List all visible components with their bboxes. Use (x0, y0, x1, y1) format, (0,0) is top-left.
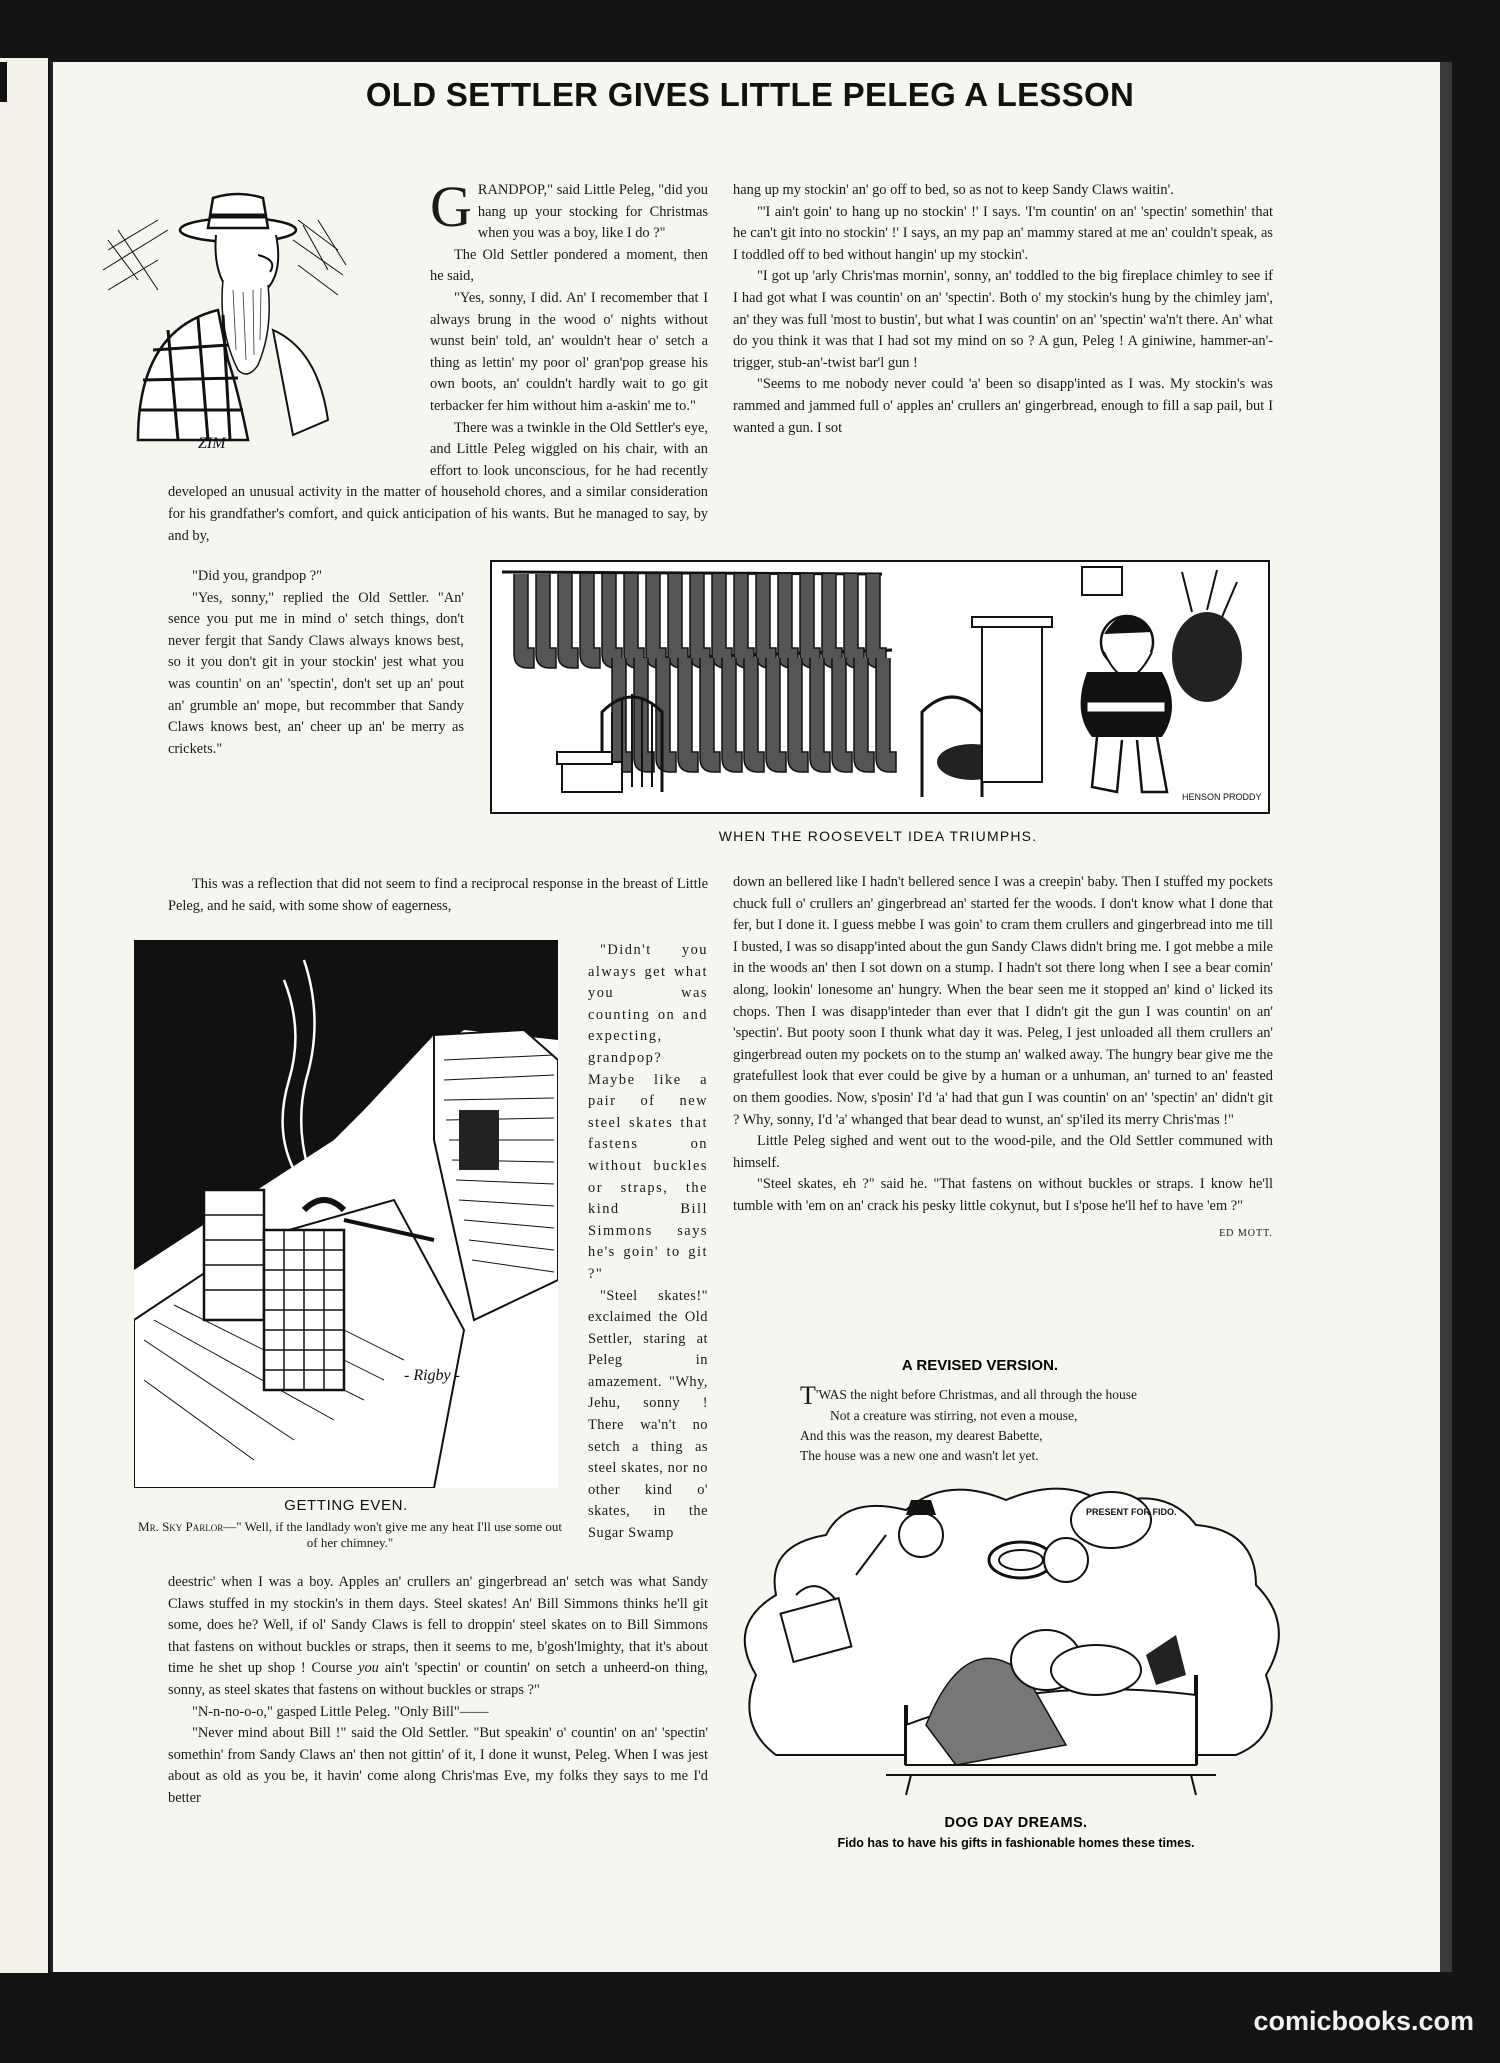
stocking (756, 574, 776, 668)
poem-title: A REVISED VERSION. (901, 1357, 1059, 1374)
stocking (722, 658, 742, 772)
stocking (646, 574, 666, 668)
poem-line-4: The house was a new one and wasn't let yet. (800, 1448, 1039, 1463)
poem-line-3: And this was the reason, my dearest Babette, (800, 1428, 1043, 1443)
headline: OLD SETTLER GIVES LITTLE PELEG A LESSON (365, 76, 1135, 113)
dog-day-dreams-title: DOG DAY DREAMS. (944, 1815, 1088, 1831)
stocking (876, 658, 896, 772)
svg-text:HENSON PRODDY: HENSON PRODDY (1182, 792, 1262, 802)
paragraph-15: "I got up 'arly Chris'mas mornin', sonny, an' toddled to the big fireplace chimley to see if I had got what I was countin' on an' 'spectin'. Both o' my stockin's hung by the chimley jam', an' they was full 'most to bustin', but what I was countin' on an' 'spectin' wa'n't there. An' what do you think it was that I had sot my mind on so ? A gun, Peleg ! A giniwine, hammer-an'-trigger, stub-an'-twist bar'l gun ! (733, 268, 1273, 371)
stocking (712, 574, 732, 668)
stocking (602, 574, 622, 668)
column-left-beside-stockings (168, 566, 464, 760)
stocking (558, 574, 578, 668)
paragraph-5: "Did you, grandpop ?" (192, 568, 323, 584)
poem-line-1: T'WAS the night before Christmas, and all through the house (800, 1381, 1138, 1410)
paragraph-12: "Never mind about Bill !" said the Old Settler. "But speakin' o' countin' on an' 'spectin' somethin' from Sandy Claws an' then not gittin' of it, I done it wunst, Peleg. When I was jest about as old as you be, it havin' come along Chris'mas Eve, my folks they says to me I'd better (168, 1725, 708, 1806)
poem (800, 1381, 1260, 1466)
paragraph-16: "Seems to me nobody never could 'a' been so disapp'inted as I was. My stockin's was rammed and jammed full o' apples an' crullers an' gingerbread, enough to fill a sap pail, but I wanted a gun. I sot (733, 376, 1273, 436)
stocking (690, 574, 710, 668)
paragraph-18: Little Peleg sighed and went out to the wood-pile, and the Old Settler communed with himself. (733, 1133, 1273, 1171)
stocking (624, 574, 644, 668)
byline: ED MOTT. (1219, 1227, 1273, 1239)
paragraph-2: The Old Settler pondered a moment, then he said, (430, 246, 708, 285)
svg-text:ZIM: ZIM (198, 435, 226, 450)
stocking (778, 574, 798, 668)
stocking (854, 658, 874, 772)
svg-text:PRESENT FOR FIDO.: PRESENT FOR FIDO. (1086, 1507, 1177, 1517)
drop-cap: G (430, 174, 472, 239)
column-right-mid (733, 872, 1273, 1244)
paragraph-17: down an bellered like I hadn't bellered sence I was a creepin' baby. Then I stuffed my pockets chuck full o' crullers an' gingerbread an' started fer the woods. I don't know what I done that fer, but I done it. I guess mebbe I was goin' to cram them crullers and gingerbread into me till I busted, I was so disapp'inted about the gun Sandy Claws didn't bring me. I got mebbe a mile in the woods an' then I sot down on a stump. I hadn't sot there long when I see a bear comin' along, lookin' lonesome an' hungry. When the bear seen me it stopped an' kind o' licked its chops. Then I was disapp'inteder than ever that I didn't git the gun I was countin' on an' 'spectin'. But pooty soon I thunk what day it was. Peleg, I jest unloaded all them crullers an' gingerbread outen my pockets on to the stump an' walked away. The hungry bear give me the gratefullest look that ever could be give by a human or a unhuman, an' turned to an' feasted on them goodies. Now, s'posin' I'd 'a' had that gun I was countin' on an' 'spectin' an' didn't git ? Why, sonny, I'd 'a' whanged that bear dead to wunst, an' sp'iled its merry Chris'mas !" (733, 874, 1273, 1128)
getting-even-caption: Mr. Sky Parlor—" Well, if the landlady won't give me any heat I'll use some out of her chimney." (138, 1519, 562, 1550)
paragraph-8: "Didn't you always get what you was counting on and expecting, grandpop? Maybe like a pair of new steel skates that fastens on without buckles or straps, the kind Bill Simmons says he's goin' to git ?" (588, 942, 708, 1282)
paragraph-13: hang up my stockin' an' go off to bed, so as not to keep Sandy Claws waitin'. (733, 182, 1174, 198)
getting-even-title: GETTING EVEN. (284, 1497, 408, 1514)
stocking (514, 574, 534, 668)
stocking (788, 658, 808, 772)
stocking (536, 574, 556, 668)
watermark: comicbooks.com (1253, 2006, 1474, 2036)
dog-day-dreams-caption: Fido has to have his gifts in fashionable homes these times. (837, 1836, 1195, 1850)
stocking (844, 574, 864, 668)
page-binding-shadow (1440, 62, 1452, 1972)
paragraph-19: "Steel skates, eh ?" said he. "That fastens on without buckles or straps. I know he'll tumble with 'em on an' crack his pesky little cokynut, but I s'pose he'll hef to have 'em ?" ED MOTT. (733, 1174, 1273, 1217)
stocking (668, 574, 688, 668)
stocking (866, 574, 886, 668)
column-left-reflection (168, 874, 708, 917)
stockings-caption: WHEN THE ROOSEVELT IDEA TRIUMPHS. (718, 828, 1038, 844)
column-narrow (588, 940, 708, 1545)
paragraph-14: "'I ain't goin' to hang up no stockin' !' I says. 'I'm countin' on an' 'spectin' somethin' that he can't git into no stockin' !' I says, an my pap an' mammy stared at me an' couldn't speak, as I toddled off to bed without hangin' up my stockin'. (733, 203, 1273, 263)
column-right-top (733, 180, 1273, 439)
paragraph-7: This was a reflection that did not seem to find a reciprocal response in the breast of Little Peleg, and he said, with some show of eagerness, (168, 876, 708, 914)
facing-page-edge (0, 58, 48, 1973)
column-left-bottom (168, 1572, 708, 1810)
stocking (822, 574, 842, 668)
paragraph-4: There was a twinkle in the Old Settler's eye, and Little Peleg wiggled on his chair, with an effort to look unconscious, for he had recently developed an unusual activity in the matter of household chores, and a similar consideration for his grandfather's comfort, and quick anticipation of his wants. But he managed to say, by and by, (168, 419, 708, 544)
dog-day-dreams-illustration (736, 1475, 1296, 1810)
stocking (678, 658, 698, 772)
getting-even-illustration (134, 940, 558, 1488)
emphasis-you: you (358, 1660, 379, 1677)
stocking (744, 658, 764, 772)
stocking (810, 658, 830, 772)
paragraph-11: "N-n-no-o-o," gasped Little Peleg. "Only Bill"—— (192, 1703, 489, 1720)
svg-text:- Rigby -: - Rigby - (404, 1367, 460, 1384)
portrait-float-space (168, 180, 430, 478)
paragraph-6: "Yes, sonny," replied the Old Settler. "An' sence you put me in mind o' setch things, don't never fergit that Sandy Claws always knows best, so it you don't git in your stockin' jest what you was countin' on an' 'spectin', don't set up an' pout an' grumble an' mope, but recommber that Sandy Claws knows best, an' cheer up an' be merry as crickets." (168, 589, 464, 757)
stocking (580, 574, 600, 668)
poem-line-2: Not a creature was stirring, not even a mouse, (830, 1408, 1078, 1423)
stocking (800, 574, 820, 668)
stocking (832, 658, 852, 772)
paragraph-9: "Steel skates!" exclaimed the Old Settler, staring at Peleg in amazement. "Why, Jehu, sonny ! There wa'n't no setch a thing as steel skates, nor no other kind o' skates, in the Sugar Swamp (588, 1287, 708, 1542)
paragraph-3: "Yes, sonny, I did. An' I recomember that I always brung in the wood o' nights without wunst bein' told, an' wouldn't hear o' setch a thing as lettin' my poor ol' gran'pop grease his own boots, an' couldn't hardly wait to go git terbacker fer him without him a-askin' me to." (430, 289, 708, 414)
stockings-illustration (490, 560, 1270, 814)
column-left-top (168, 174, 708, 547)
paragraph-10: deestric' when I was a boy. Apples an' crullers an' gingerbread an' setch was what Sandy Claws stuffed in my stockin's in them days. Steel skates! An' Bill Simmons thinks he'll git some, does he? Well, if ol' Sandy Claws is fell to droppin' steel skates on to Bill Simmons that fastens on without buckles or straps, then it seems to me, b'gosh'lmighty, that it's about time he shet up shop ! Course you ain't 'spectin' or countin' on setch a unheerd-on thing, sonny, as steel skates that fastens on without buckles or straps ?" (168, 1574, 708, 1698)
stocking (766, 658, 786, 772)
stocking (700, 658, 720, 772)
stocking (734, 574, 754, 668)
stocking (656, 658, 676, 772)
paragraph-1: GRANDPOP," said Little Peleg, "did you hang up your stocking for Christmas when you was a boy, like I do ?" (430, 174, 708, 242)
